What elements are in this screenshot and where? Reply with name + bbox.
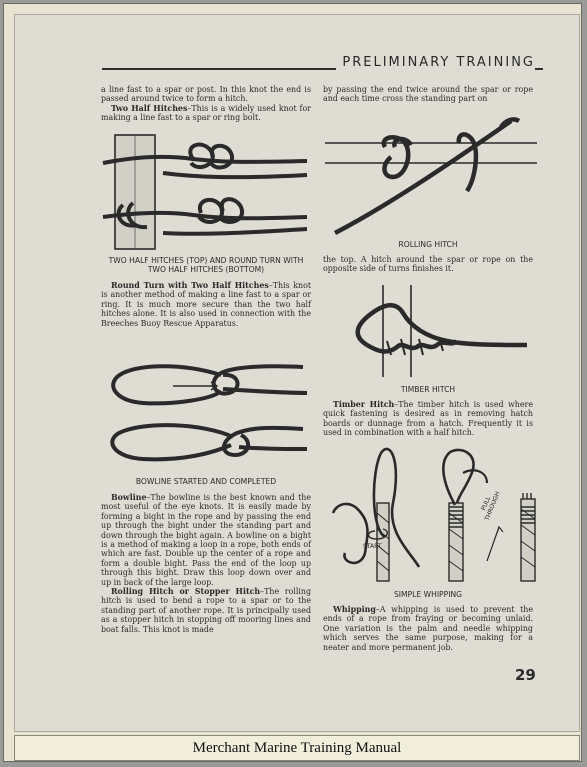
- left-text-bottom: [101, 493, 311, 634]
- paragraph: the top. A hitch around the spar or rope on the opposite side of turns finishes it.: [323, 255, 533, 274]
- paragraph-timber-hitch: [323, 400, 533, 438]
- paragraph-body: –This knot is another method of making a line fast to a spar or ring. It is much more secure than the two half hitches alone. It is also used in connection with the Breeches Buoy Rescue Apparatus.: [101, 281, 312, 328]
- rolling-hitch-illustration: [325, 107, 537, 235]
- page-frame: [3, 3, 582, 762]
- paragraph-round-turn: [101, 281, 311, 328]
- label-pull-through: PULL THROUGH: [480, 490, 502, 522]
- caption-two-half-hitches: TWO HALF HITCHES (TOP) AND ROUND TURN WITH TWO HALF HITCHES (BOTTOM): [108, 256, 304, 275]
- paragraph-heading: Timber Hitch: [333, 400, 395, 409]
- paragraph-whipping: [323, 605, 533, 652]
- right-text-timber: [323, 400, 533, 438]
- paragraph: by passing the end twice around the spar or rope and each time cross the standing part on: [323, 85, 533, 104]
- two-half-hitches-illustration: [103, 133, 313, 251]
- running-header: PRELIMINARY TRAINING: [336, 55, 535, 70]
- page-number: 29: [515, 666, 536, 684]
- paragraph-heading: Round Turn with Two Half Hitches: [111, 281, 269, 290]
- caption-timber-hitch: TIMBER HITCH: [400, 385, 456, 394]
- paragraph-body: –The rolling hitch is used to bend a rope to a spar or to the standing part of another rope. It is principally used as a stopper hitch in stopping off mooring lines and boat falls. This knot is made: [101, 587, 311, 634]
- paragraph-heading: Whipping: [333, 605, 376, 614]
- timber-hitch-illustration: [327, 285, 535, 377]
- paragraph-body: –A whipping is used to prevent the ends of a rope from fraying or becoming unlaid. One variation is the palm and needle whipping which serves the same purpose, making for a neater and more permanent job.: [323, 605, 533, 652]
- paragraph: a line fast to a spar or post. In this knot the end is passed around twice to form a hitch.: [101, 85, 311, 104]
- paragraph-body: –The timber hitch is used where quick fastening is desired as in removing hatch boards or dunnage from a hatch. Frequently it is used in combination with a half hitch.: [323, 400, 533, 438]
- caption-bowline: BOWLINE STARTED AND COMPLETED: [135, 477, 277, 486]
- footer-title: Merchant Marine Training Manual: [192, 740, 402, 756]
- scanned-page: [14, 14, 580, 732]
- left-text-top: [101, 85, 311, 123]
- left-text-middle: [101, 281, 311, 328]
- paragraph-heading: Rolling Hitch or Stopper Hitch: [111, 587, 261, 597]
- bowline-illustration: [103, 353, 313, 463]
- footer-bar: [14, 735, 580, 761]
- paragraph-heading: Two Half Hitches: [111, 103, 188, 113]
- right-text-bottom: [323, 605, 533, 652]
- right-text-middle: [323, 255, 533, 274]
- paragraph-body: –This is a widely used knot for making a line fast to a spar or ring bolt.: [101, 103, 311, 123]
- right-text-top: [323, 85, 533, 104]
- label-start: START: [363, 543, 382, 550]
- paragraph-heading: Bowline: [111, 493, 147, 502]
- paragraph-rolling-hitch: [101, 587, 311, 634]
- paragraph-body: –The bowline is the best known and the most useful of the eye knots. It is easily made by forming a bight in the rope and by passing the end up through the bight under the standing part and down through the bight again. A bowline on a bight is a method of making a loop in a rope, both ends of which are fast. Double up the center of a rope and form a double bight. Pass the end of the loop up through this bight. Draw this loop down over and up in back of the large loop.: [101, 493, 311, 587]
- caption-rolling-hitch: ROLLING HITCH: [398, 240, 458, 249]
- paragraph-two-half-hitches: [101, 104, 311, 123]
- caption-simple-whipping: SIMPLE WHIPPING: [393, 590, 463, 599]
- simple-whipping-illustration: [331, 443, 535, 581]
- paragraph-bowline: [101, 493, 311, 587]
